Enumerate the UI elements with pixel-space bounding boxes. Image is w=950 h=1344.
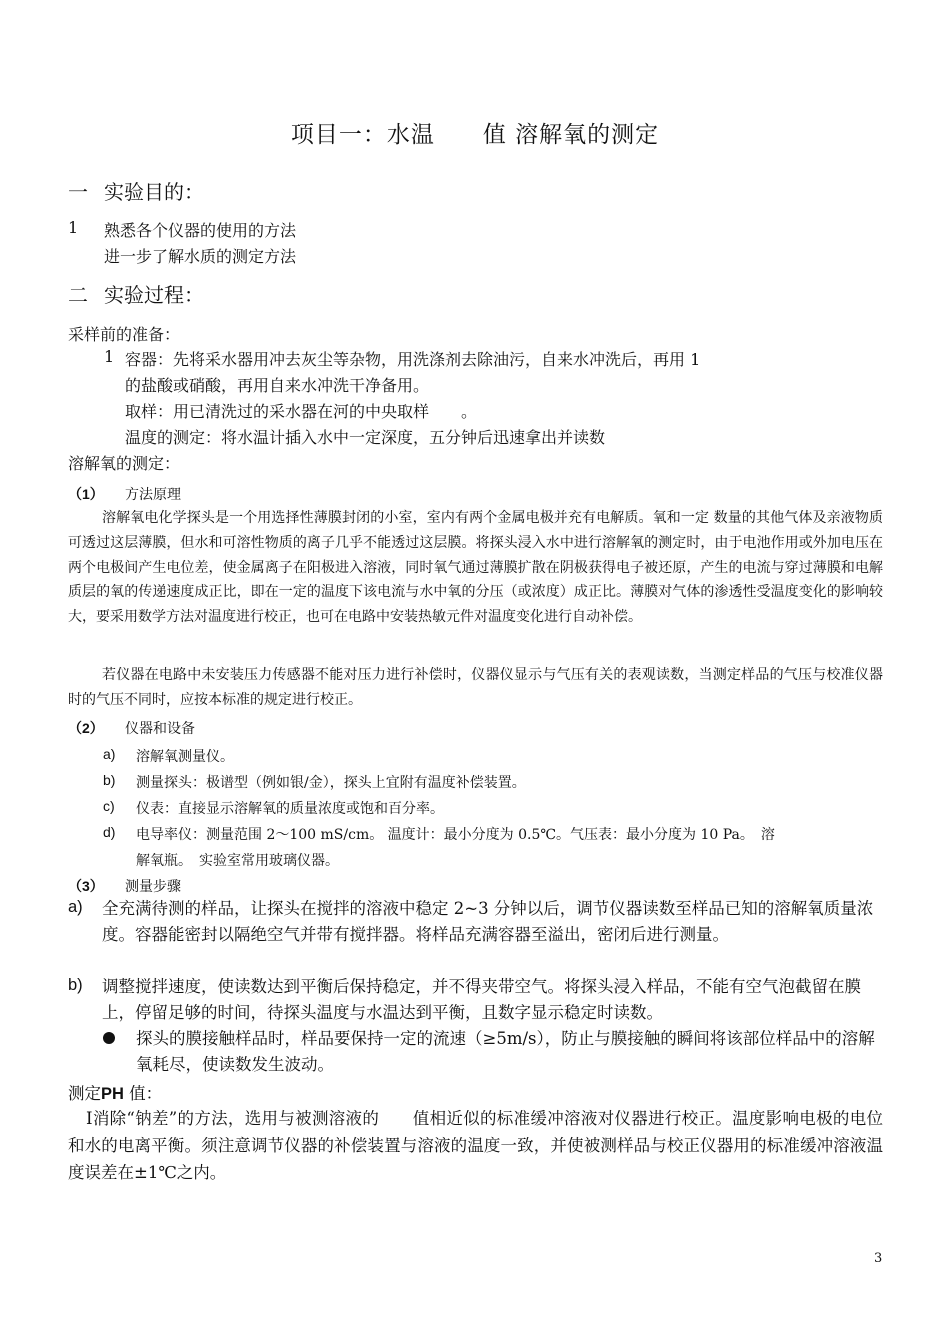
- prep-item-1-number: 1: [104, 347, 115, 366]
- ph-heading-prefix: 测定: [68, 1084, 101, 1103]
- principle-paragraph-1: 溶解氧电化学探头是一个用选择性薄膜封闭的小室，室内有两个金属电极并充有电解质。氧和一定 数量的其他气体及亲液物质可透过这层薄膜，但水和可溶性物质的离子几乎不能透过这层膜。将探头浸入水中进行溶解氧的测定时，由于电池作用或外加电压在两个电极间产生电位差，使金属离子在阳极进入溶液，同时氧气通过薄膜扩散在阴极获得电子被还原，产生的电流与穿过薄膜和电解质层的氧的传递速度成正比，即在一定的温度下该电流与水中氧的分压（或浓度）成正比。薄膜对气体的渗透性受温度变化的影响较大，要采用数学方法对温度进行校正，也可在电路中安装热敏元件对温度变化进行自动补偿。: [68, 510, 883, 626]
- equipment-label: c): [103, 798, 115, 814]
- do-s2-number: （2）: [68, 720, 104, 736]
- page-number: 3: [874, 1251, 883, 1266]
- section-1-heading: 实验目的：: [104, 180, 204, 204]
- ph-heading-suffix: 值：: [123, 1084, 163, 1103]
- bullet-text: 探头的膜接触样品时，样品要保持一定的流速（≥5m/s），防止与膜接触的瞬间将该部位样品中的溶解氧耗尽，使读数发生波动。: [136, 1029, 875, 1074]
- do-s1-number: （1）: [68, 486, 104, 502]
- equipment-text: 解氧瓶。 实验室常用玻璃仪器。: [136, 853, 339, 869]
- section-1-number: 一: [68, 180, 88, 204]
- step-text: 全充满待测的样品，让探头在搅拌的溶液中稳定 2~3 分钟以后，调节仪器读数至样品已知的溶解氧质量浓度。容器能密封以隔绝空气并带有搅拌器。将样品充满容器至溢出，密闭后进行测量。: [102, 899, 874, 944]
- do-s3-number: （3）: [68, 878, 104, 894]
- aim-1-text: 熟悉各个仪器的使用的方法: [104, 221, 297, 240]
- section-2-number: 二: [68, 283, 88, 307]
- equipment-label: d): [103, 824, 116, 840]
- step-label: a): [68, 898, 83, 916]
- do-s3-title: 测量步骤: [125, 879, 181, 895]
- step-text: 调整搅拌速度，使读数达到平衡后保持稳定，并不得夹带空气。将探头浸入样品，不能有空气泡截留在膜上，停留足够的时间，待探头温度与水温达到平衡，且数字显示稳定时读数。: [102, 977, 861, 1022]
- ph-heading-bold: PH: [101, 1085, 124, 1103]
- ph-paragraph: I消除“钠差”的方法，选用与被测溶液的 值相近似的标准缓冲溶液对仪器进行校正。温度影响电极的电位和水的电离平衡。须注意调节仪器的补偿装置与溶液的温度一致，并使被测样品与校正仪器用的标准缓冲溶液温度误差在±1℃之内。: [68, 1109, 883, 1182]
- do-heading: 溶解氧的测定：: [68, 454, 181, 473]
- step-label: b): [68, 976, 83, 994]
- aim-2-text: 进一步了解水质的测定方法: [104, 247, 297, 266]
- do-s1-title: 方法原理: [125, 487, 181, 503]
- aim-1-number: 1: [68, 218, 79, 237]
- prep-temperature: 温度的测定：将水温计插入水中一定深度，五分钟后迅速拿出并读数: [125, 428, 606, 447]
- equipment-label: a): [103, 746, 116, 762]
- section-2-heading: 实验过程：: [104, 283, 204, 307]
- equipment-text: 溶解氧测量仪。: [136, 749, 234, 765]
- ph-heading: [68, 1080, 162, 1104]
- equipment-text: 测量探头：极谱型（例如银/金），探头上宜附有温度补偿装置。: [136, 775, 526, 791]
- prep-item-1-line-1: 容器：先将采水器用冲去灰尘等杂物，用洗涤剂去除油污，自来水冲洗后，再用 1: [125, 350, 701, 369]
- page-title: 项目一：水温 值 溶解氧的测定: [290, 122, 660, 148]
- equipment-text: 仪表：直接显示溶解氧的质量浓度或饱和百分率。: [136, 801, 444, 817]
- bullet-icon: [103, 1032, 115, 1044]
- prep-item-1-line-2: 的盐酸或硝酸，再用自来水冲洗干净备用。: [125, 376, 430, 395]
- equipment-text: 电导率仪：测量范围 2～100 mS/cm。 温度计：最小分度为 0.5℃。气压表：最小分度为 10 Pa。 溶: [136, 827, 775, 843]
- principle-paragraph-2: 若仪器在电路中未安装压力传感器不能对压力进行补偿时，仪器仪显示与气压有关的表观读数，当测定样品的气压与校准仪器时的气压不同时，应按本标准的规定进行校正。: [68, 667, 883, 708]
- equipment-label: b): [103, 772, 116, 788]
- do-s2-title: 仪器和设备: [125, 721, 195, 737]
- prep-heading: 采样前的准备：: [68, 325, 181, 344]
- prep-sampling: 取样：用已清洗过的采水器在河的中央取样 。: [125, 402, 478, 421]
